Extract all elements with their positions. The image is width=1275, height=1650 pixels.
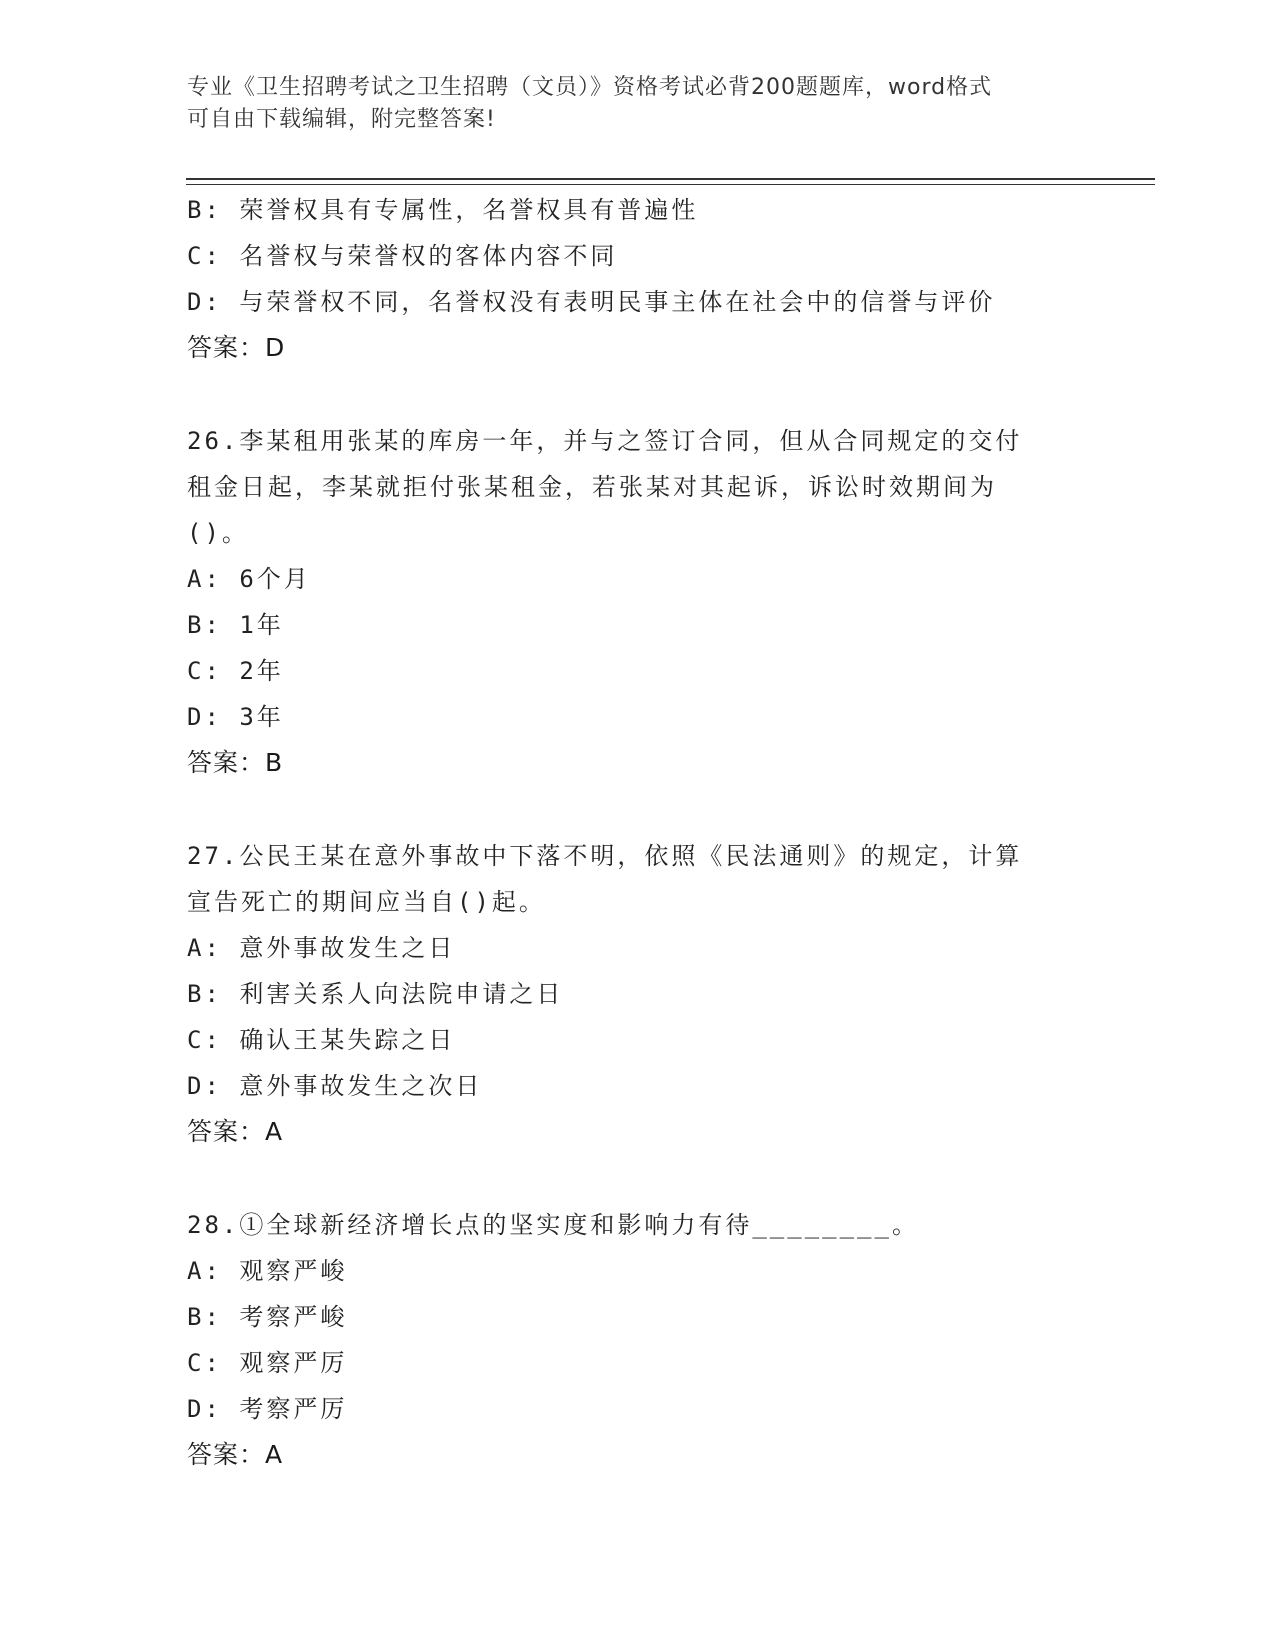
question-stem-line: 27.公民王某在意外事故中下落不明，依照《民法通则》的规定，计算 (187, 842, 1023, 870)
question-27 (187, 833, 1087, 1155)
question-stem-line: 26.李某租用张某的库房一年，并与之签订合同，但从合同规定的交付 (187, 427, 1023, 455)
spacer (187, 371, 1087, 418)
option-d: D: 3年 (187, 703, 284, 731)
option-d: D: 考察严厉 (187, 1395, 348, 1423)
answer-line: 答案：B (187, 748, 284, 777)
question-stem-line: 宣告死亡的期间应当自()起。 (187, 888, 546, 916)
question-content (187, 187, 1087, 1478)
option-c: C: 观察严厉 (187, 1349, 348, 1377)
header-title-line-1: 专业《卫生招聘考试之卫生招聘（文员）》资格考试必背200题题库，word格式 (187, 75, 993, 100)
option-a: A: 意外事故发生之日 (187, 934, 456, 962)
option-c: C: 确认王某失踪之日 (187, 1026, 456, 1054)
header-title-line-2: 可自由下载编辑，附完整答案! (187, 107, 496, 132)
answer-line: 答案：A (187, 1117, 284, 1146)
option-c: C: 名誉权与荣誉权的客体内容不同 (187, 242, 618, 270)
question-stem-line: ()。 (187, 519, 249, 547)
answer-line: 答案：D (187, 333, 286, 362)
answer-line: 答案：A (187, 1440, 284, 1469)
question-28 (187, 1202, 1087, 1478)
option-a: A: 6个月 (187, 565, 311, 593)
question-stem-line: 28.①全球新经济增长点的坚实度和影响力有待________。 (187, 1211, 919, 1239)
option-d: D: 意外事故发生之次日 (187, 1072, 483, 1100)
option-b: B: 荣誉权具有专属性，名誉权具有普遍性 (187, 196, 699, 224)
spacer (187, 786, 1087, 833)
page-header (187, 72, 1087, 136)
header-divider (186, 178, 1155, 185)
option-b: B: 利害关系人向法院申请之日 (187, 980, 564, 1008)
question-25-tail (187, 187, 1087, 371)
option-b: B: 考察严峻 (187, 1303, 348, 1331)
question-26 (187, 418, 1087, 786)
spacer (187, 1155, 1087, 1202)
question-stem-line: 租金日起，李某就拒付张某租金，若张某对其起诉，诉讼时效期间为 (187, 473, 997, 501)
option-b: B: 1年 (187, 611, 284, 639)
option-c: C: 2年 (187, 657, 284, 685)
option-a: A: 观察严峻 (187, 1257, 348, 1285)
option-d: D: 与荣誉权不同，名誉权没有表明民事主体在社会中的信誉与评价 (187, 288, 996, 316)
